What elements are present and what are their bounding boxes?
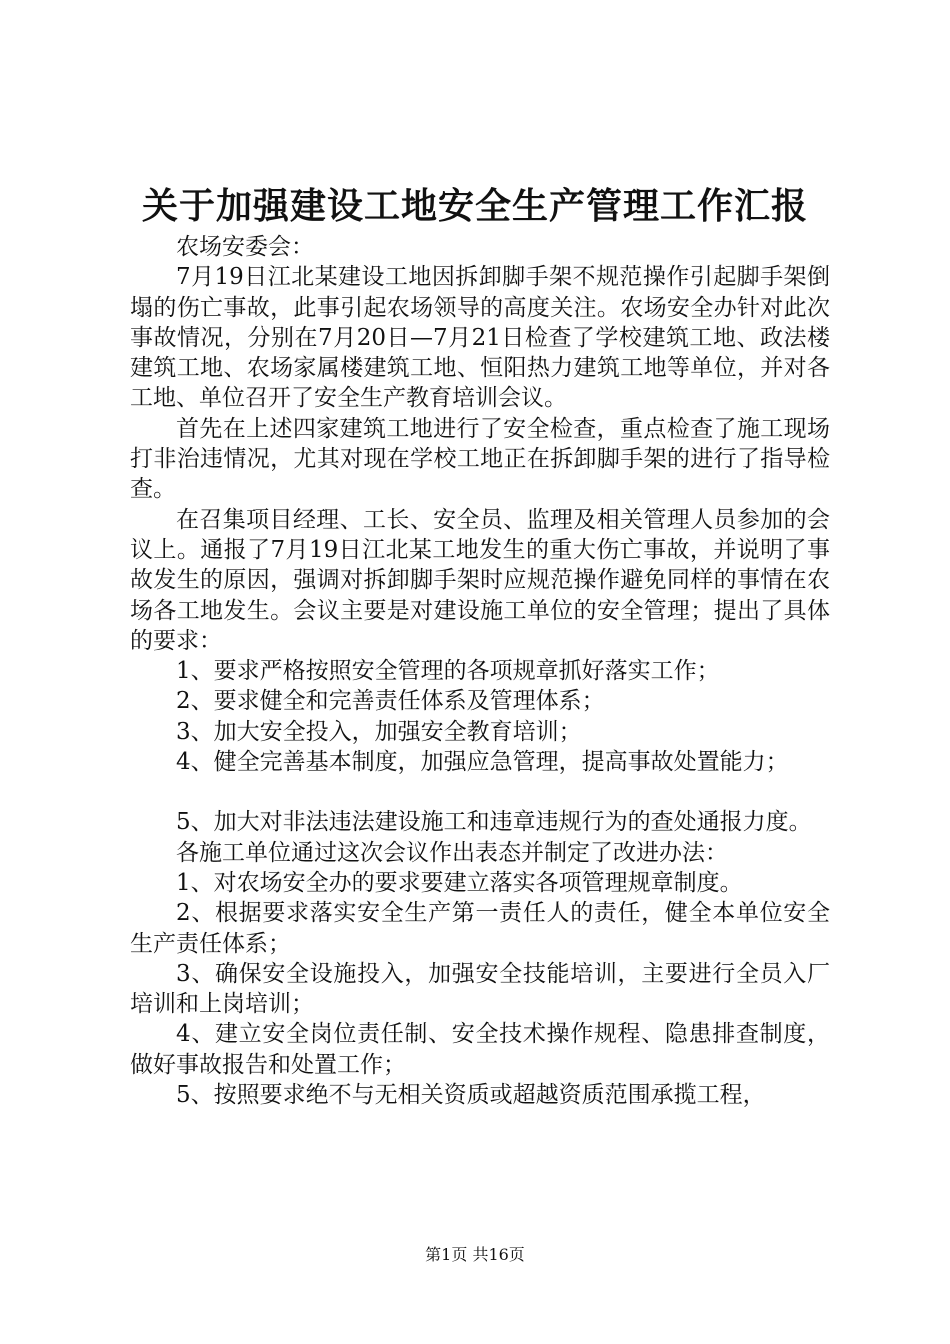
measure-item-1: 1、对农场安全办的要求要建立落实各项管理规章制度。 bbox=[176, 869, 743, 896]
measure-item-5: 5、按照要求绝不与无相关资质或超越资质范围承揽工程， bbox=[176, 1082, 766, 1109]
document-body bbox=[130, 232, 830, 1110]
page-number-footer: 第1页 共16页 bbox=[425, 1245, 525, 1264]
measure-item-4: 4、建立安全岗位责任制、安全技术操作规程、隐患排查制度，做好事故报告和处置工作； bbox=[130, 1021, 830, 1078]
requirement-item-3: 3、加大安全投入，加强安全教育培训； bbox=[176, 718, 582, 745]
measure-item-3: 3、确保安全设施投入，加强安全技能培训，主要进行全员入厂培训和上岗培训； bbox=[130, 960, 830, 1018]
paragraph-meeting: 在召集项目经理、工长、安全员、监理及相关管理人员参加的会议上。通报了7月19日江北某工地发生的重大伤亡事故，并说明了事故发生的原因，强调对拆卸脚手架时应规范操作避免同样的事情在农场各工地发生。会议主要是对建设施工单位的安全管理；提出了具体的要求： bbox=[130, 506, 830, 654]
requirement-item-1: 1、要求严格按照安全管理的各项规章抓好落实工作； bbox=[176, 658, 720, 685]
requirement-item-2: 2、要求健全和完善责任体系及管理体系； bbox=[176, 688, 605, 715]
document-title: 关于加强建设工地安全生产管理工作汇报 bbox=[141, 186, 808, 227]
measure-item-2: 2、根据要求落实安全生产第一责任人的责任，健全本单位安全生产责任体系； bbox=[130, 900, 830, 957]
paragraph-incident: 7月19日江北某建设工地因拆卸脚手架不规范操作引起脚手架倒塌的伤亡事故，此事引起农场领导的高度关注。农场安全办针对此次事故情况，分别在7月20日—7月21日检查了学校建筑工地、政法楼建筑工地、农场家属楼建筑工地、恒阳热力建筑工地等单位，并对各工地、单位召开了安全生产教育培训会议。 bbox=[130, 264, 830, 412]
salutation: 农场安委会： bbox=[176, 234, 314, 260]
paragraph-inspection: 首先在上述四家建筑工地进行了安全检查，重点检查了施工现场打非治违情况，尤其对现在学校工地正在拆卸脚手架的进行了指导检查。 bbox=[130, 415, 830, 503]
requirement-item-4: 4、健全完善基本制度，加强应急管理，提高事故处置能力； bbox=[176, 749, 789, 776]
paragraph-response: 各施工单位通过这次会议作出表态并制定了改进办法： bbox=[176, 839, 728, 866]
requirement-item-5: 5、加大对非法违法建设施工和违章违规行为的查处通报力度。 bbox=[176, 809, 812, 836]
